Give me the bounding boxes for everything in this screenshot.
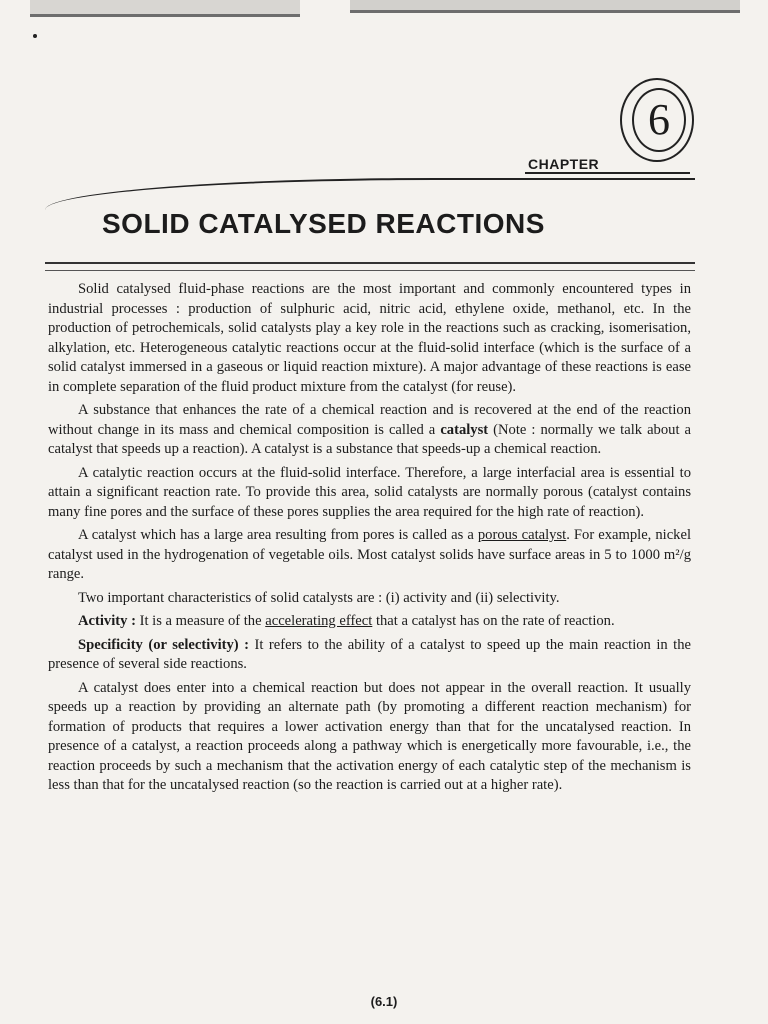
chapter-number: 6	[632, 88, 686, 152]
scan-edge-band-left	[30, 0, 300, 17]
body-text	[48, 280, 691, 800]
selectivity-term: Specificity (or selectivity) :	[78, 636, 249, 653]
scan-speck	[33, 34, 37, 38]
porous-example: example, nickel catalyst used in the hydrogenation of vegetable oils. Most catalyst solids have surface areas in 5 to 1000 m²/g range.	[48, 527, 692, 582]
activity-term: Activity :	[78, 613, 136, 629]
page-title: SOLID CATALYSED REACTIONS	[102, 208, 545, 239]
paragraph-interface: A catalytic reaction occurs at the fluid-solid interface. Therefore, a large interfacial area is essential to attain a significant reaction rate. To provide this area, solid catalysts are normally porous (catalyst contains many fine pores and the surface of these pores supplies the area required for the high rate of reaction).	[48, 464, 691, 520]
paragraph-intro: Solid catalysed fluid-phase reactions are the most important and commonly encountered types in industrial processes : production of sulphuric acid, nitric acid, ethylene oxide, methanol, etc. In the production of petrochemicals, solid catalysts play a key role in the reactions such as cracking, isomerisation, alkylation, etc. Heterogeneous catalytic reactions occur at the fluid-solid interface (which is the surface of a solid catalyst immersed in a gaseous or liquid reaction mixture). A major advantage of these reactions is ease in complete separation of the fluid product mixture from the catalyst (for reuse).	[48, 281, 691, 395]
selectivity-text: It refers to the ability of a catalyst to speed up the main	[249, 636, 599, 653]
porous-definition-text: A catalyst which has a large area resulting from pores is called as a	[78, 527, 474, 543]
chapter-underline	[525, 172, 690, 174]
paragraph-mechanism: A catalyst does enter into a chemical reaction but does not appear in the overall reaction. It usually speeds up a reaction by providing an alternate path (by promoting a different reaction mechanism) for formation of products that requires a lower activation energy than that for the uncatalysed reaction. In presence of a catalyst, a reaction proceeds along a pathway which is energetically more favourable, i.e., the reaction proceeds by such a mechanism that the activation energy of each catalytic step of the mechanism is less than that for the uncatalysed reaction (so the reaction is carried out at a higher rate).	[48, 679, 691, 793]
selectivity-tail: reaction in the presence of several side reactions.	[48, 636, 691, 672]
paragraph-selectivity	[48, 636, 691, 675]
paragraph-catalyst-definition	[48, 401, 691, 460]
activity-underlined: accelerating effect	[265, 613, 373, 629]
activity-tail: that a catalyst has on the rate of reaction.	[372, 613, 615, 629]
title-rule	[45, 262, 695, 271]
paragraph-characteristics: Two important characteristics of solid catalysts are : (i) activity and (ii) selectivity.	[78, 589, 560, 606]
page-number: (6.1)	[370, 994, 398, 1009]
chapter-label: CHAPTER	[528, 156, 600, 172]
paragraph-activity	[48, 612, 691, 632]
paragraph-porous	[48, 526, 691, 585]
porous-term: porous catalyst	[477, 527, 567, 543]
catalyst-note: (Note : normally we talk about a catalyst that speeds up a reaction). A catalyst is a substance that speeds-up a chemical reaction.	[48, 421, 691, 457]
scan-edge-band-right	[350, 0, 740, 13]
catalyst-definition-text: A substance that enhances the rate of a chemical reaction and is recovered at the end of the reaction without change in its mass and chemical composition is called a	[48, 402, 691, 438]
porous-tail: . For	[566, 527, 595, 543]
activity-text: It is a measure of the	[135, 613, 266, 629]
header-curve-rule	[45, 178, 695, 210]
catalyst-term: catalyst	[440, 421, 489, 438]
